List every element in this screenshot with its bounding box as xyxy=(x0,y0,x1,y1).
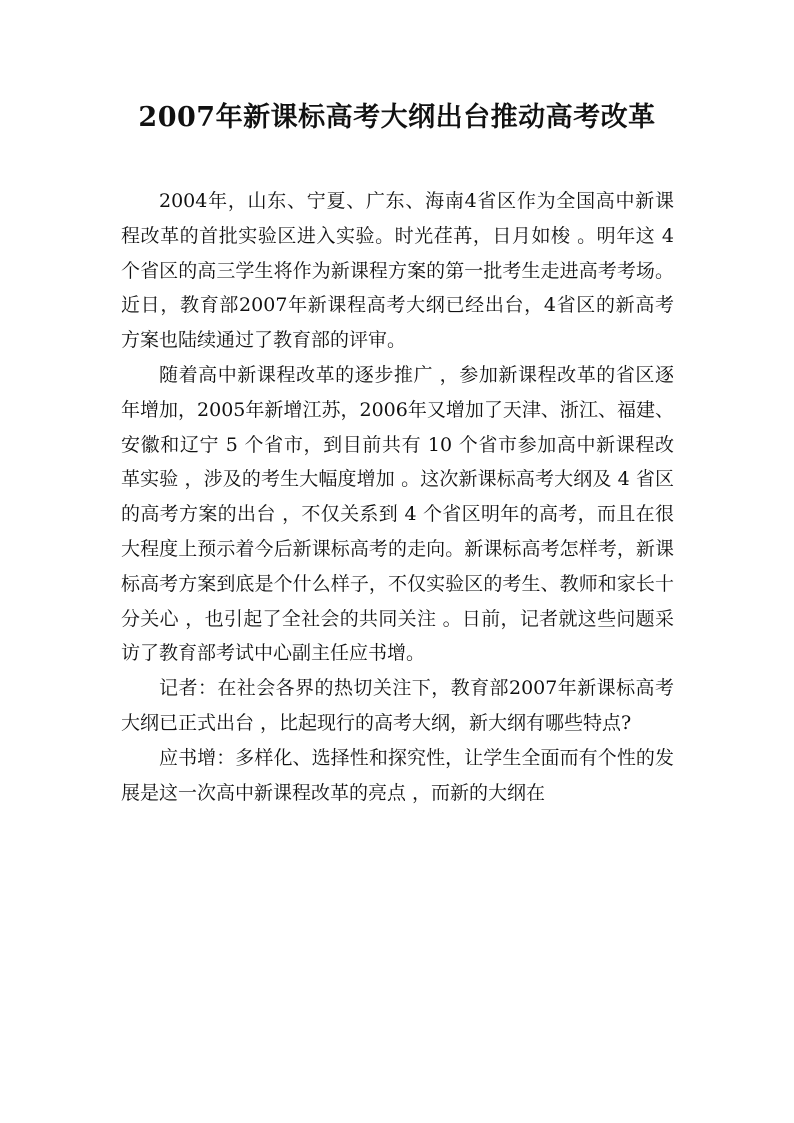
paragraph-1: 2004年，山东、宁夏、广东、海南4省区作为全国高中新课程改革的首批实验区进入实验。时光荏苒，日月如梭 。明年这 4 个省区的高三学生将作为新课程方案的第一批考生走进高考考场。近日，教育部2007年新课程高考大纲已经出台，4省区的新高考方案也陆续通过了教育部的评审。 xyxy=(121,190,674,352)
document-body xyxy=(121,184,674,810)
paragraph-3: 记者：在社会各界的热切关注下，教育部2007年新课标高考大纲已正式出台 ，比起现行的高考大纲，新大纲有哪些特点? xyxy=(121,677,674,734)
paragraph-4: 应书增：多样化、选择性和探究性，让学生全面而有个性的发展是这一次高中新课程改革的亮点 ，而新的大纲在 xyxy=(121,746,674,804)
paragraph-2: 随着高中新课程改革的逐步推广 ，参加新课程改革的省区逐年增加，2005年新增江苏，2006年又增加了天津、浙江、福建、安徽和辽宁 5 个省市，到目前共有 10 个省市参加高中新课程改革实验 ，涉及的考生大幅度增加 。这次新课标高考大纲及 4 省区的高考方案的出台 ，不仅关系到 4 个省区明年的高考，而且在很大程度上预示着今后新课标高考的走向。新课标高考怎样考，新课标高考方案到底是个什么样子，不仅实验区的考生、教师和家长十分关心 ，也引起了全社会的共同关注 。日前，记者就这些问题采访了教育部考试中心副主任应书增。 xyxy=(121,363,674,665)
document-title: 2007年新课标高考大纲出台推动高考改革 xyxy=(138,102,656,133)
